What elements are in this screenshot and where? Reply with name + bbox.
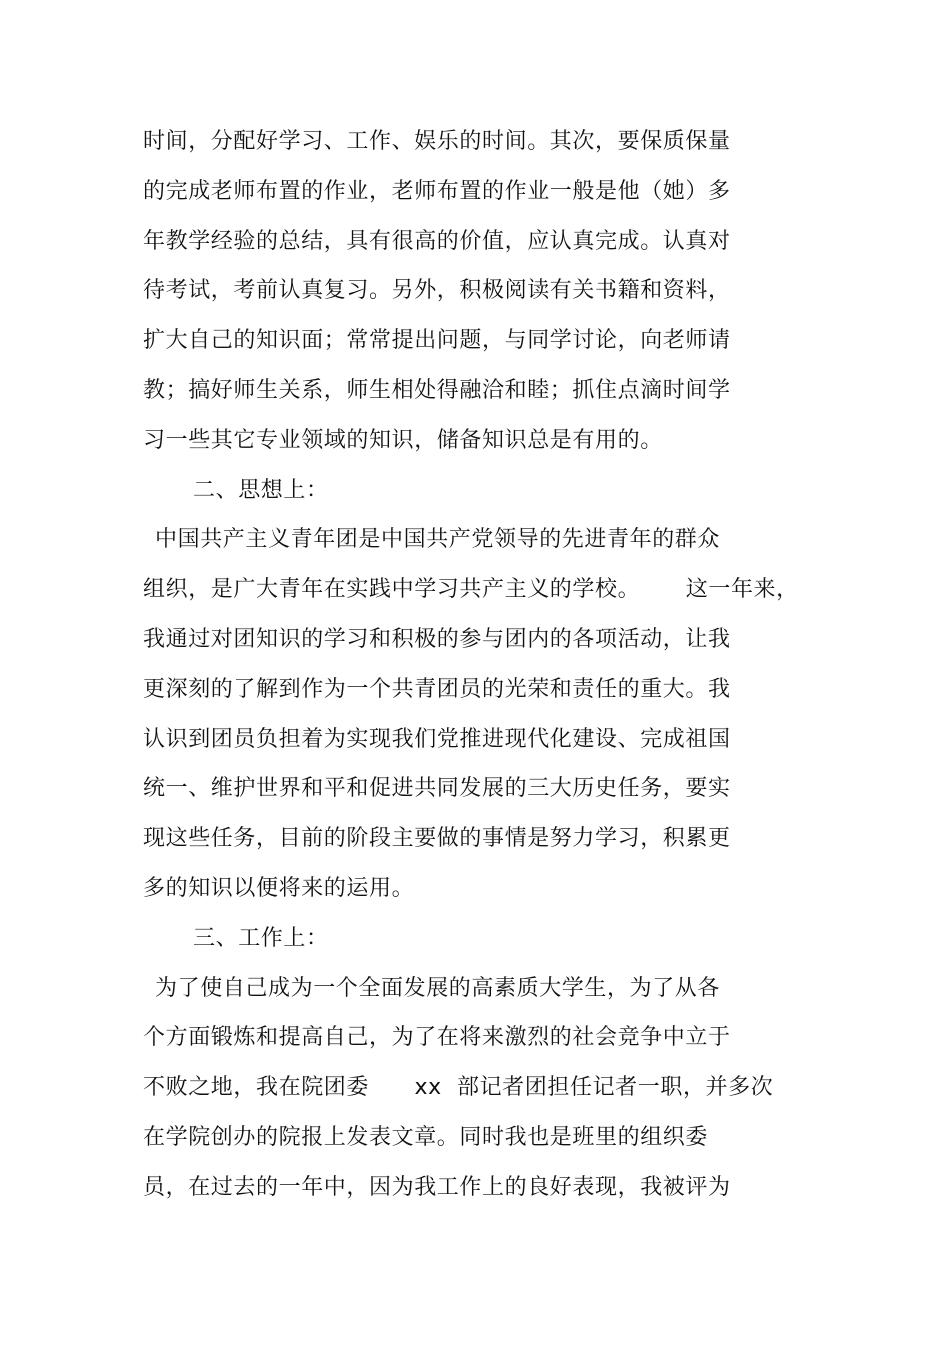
body-text-line: 的完成老师布置的作业，老师布置的作业一般是他（她）多: [143, 179, 731, 204]
body-text-line: 多的知识以便将来的运用。: [143, 876, 415, 901]
body-text-line: 组织，是广大青年在实践中学习共产主义的学校。 这一年来，: [143, 577, 799, 602]
body-text-line: 年教学经验的总结，具有很高的价值，应认真完成。认真对: [143, 229, 731, 254]
body-text-line: 为了使自己成为一个全面发展的高素质大学生，为了从各: [155, 976, 721, 1001]
body-text-line: 统一、维护世界和平和促进共同发展的三大历史任务，要实: [143, 776, 731, 801]
body-text-line: 习一些其它专业领域的知识，储备知识总是有用的。: [143, 428, 663, 453]
section-heading: 三、工作上：: [193, 926, 329, 951]
body-text-line: 个方面锻炼和提高自己，为了在将来激烈的社会竞争中立于: [143, 1025, 731, 1050]
body-text-line: 员，在过去的一年中，因为我工作上的良好表现，我被评为: [143, 1175, 731, 1200]
body-text-line: 在学院创办的院报上发表文章。同时我也是班里的组织委: [143, 1125, 709, 1150]
body-text-line: 不败之地，我在院团委 xx 部记者团担任记者一职，并多次: [143, 1075, 774, 1100]
body-text-line: 扩大自己的知识面；常常提出问题，与同学讨论，向老师请: [143, 328, 731, 353]
body-text-line: 我通过对团知识的学习和积极的参与团内的各项活动，让我: [143, 627, 731, 652]
body-text-line: 更深刻的了解到作为一个共青团员的光荣和责任的重大。我: [143, 677, 731, 702]
body-text-line: 现这些任务，目前的阶段主要做的事情是努力学习，积累更: [143, 826, 731, 851]
body-text-line: 中国共产主义青年团是中国共产党领导的先进青年的群众: [155, 527, 721, 552]
body-text-line: 待考试，考前认真复习。另外，积极阅读有关书籍和资料，: [143, 278, 731, 303]
section-heading: 二、思想上：: [193, 478, 329, 503]
body-text-line: 认识到团员负担着为实现我们党推进现代化建设、完成祖国: [143, 727, 731, 752]
body-text-line: 时间，分配好学习、工作、娱乐的时间。其次，要保质保量: [143, 129, 731, 154]
body-text-line: 教；搞好师生关系，师生相处得融洽和睦；抓住点滴时间学: [143, 378, 731, 403]
